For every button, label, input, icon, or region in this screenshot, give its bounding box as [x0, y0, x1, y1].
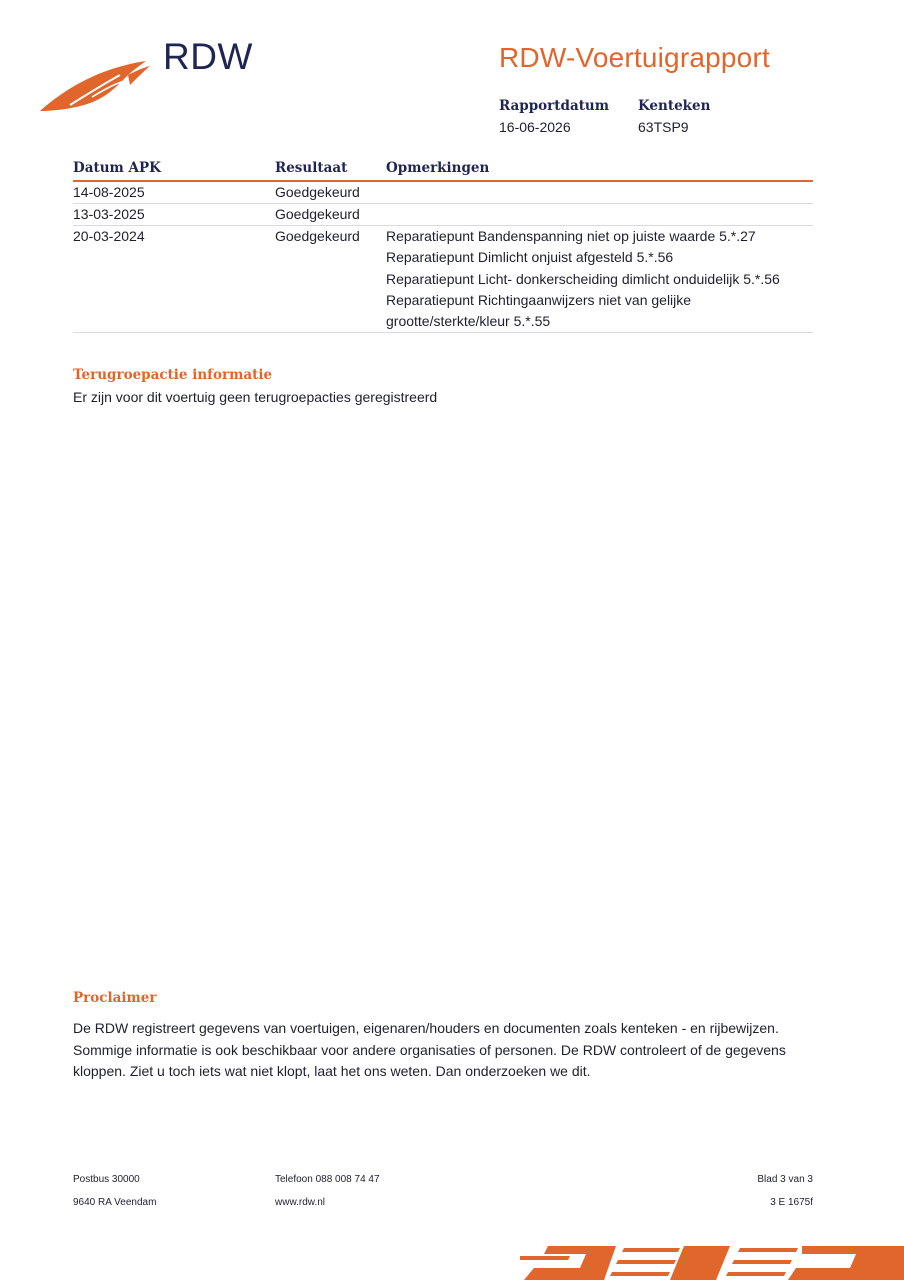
decorative-stripes-icon	[520, 1244, 904, 1280]
footer-postbus: Postbus 30000	[73, 1174, 140, 1185]
remark-line: Reparatiepunt Licht- donkerscheiding dimlicht onduidelijk 5.*.56	[386, 270, 780, 287]
cell-remarks	[386, 182, 806, 203]
cell-remarks	[386, 204, 806, 225]
rdw-logo-icon	[40, 55, 152, 117]
table-header-row	[73, 160, 813, 182]
report-title: RDW-Voertuigrapport	[499, 42, 770, 73]
table-row	[73, 226, 813, 333]
remark-line: Reparatiepunt Richtingaanwijzers niet van gelijke	[386, 291, 692, 308]
cell-result: Goedgekeurd	[275, 228, 360, 244]
proclaimer-title: Proclaimer	[73, 990, 157, 1006]
cell-result: Goedgekeurd	[275, 184, 360, 200]
footer-city: 9640 RA Veendam	[73, 1197, 157, 1208]
report-date-label: Rapportdatum	[499, 98, 610, 114]
header-date: Datum APK	[73, 160, 161, 176]
remark-line: Reparatiepunt Dimlicht onjuist afgesteld 5.*.56	[386, 249, 674, 266]
remark-line: Reparatiepunt Bandenspanning niet op juiste waarde 5.*.27	[386, 228, 756, 244]
footer-document-code: 3 E 1675f	[770, 1197, 813, 1208]
recall-title: Terugroepactie informatie	[73, 367, 273, 383]
recall-text: Er zijn voor dit voertuig geen terugroepacties geregistreerd	[73, 389, 438, 405]
header-remarks: Opmerkingen	[386, 160, 490, 176]
table-row	[73, 204, 813, 226]
proclaimer-text: De RDW registreert gegevens van voertuigen, eigenaren/houders en documenten zoals kenteken - en rijbewijzen. Sommige informatie is ook beschikbaar voor andere organisaties of personen. De RDW controleert of de gegevens kloppen. Ziet u toch iets wat niet klopt, laat het ons weten. Dan onderzoeken we dit.	[73, 1020, 786, 1080]
remark-line: grootte/sterkte/kleur 5.*.55	[386, 313, 551, 330]
footer-website: www.rdw.nl	[275, 1197, 326, 1208]
cell-result: Goedgekeurd	[275, 206, 360, 222]
footer-phone: Telefoon 088 008 74 47	[275, 1174, 380, 1185]
cell-remarks	[386, 226, 806, 332]
plate-label: Kenteken	[638, 98, 711, 114]
table-row	[73, 182, 813, 204]
cell-date: 14-08-2025	[73, 184, 145, 200]
footer-page-number: Blad 3 van 3	[757, 1174, 813, 1185]
report-date-value: 16-06-2026	[499, 119, 571, 135]
plate-value: 63TSP9	[638, 119, 689, 135]
apk-table	[73, 160, 813, 333]
cell-date: 20-03-2024	[73, 228, 145, 244]
cell-date: 13-03-2025	[73, 206, 145, 222]
header-result: Resultaat	[275, 160, 348, 176]
logo-text: RDW	[163, 36, 253, 77]
